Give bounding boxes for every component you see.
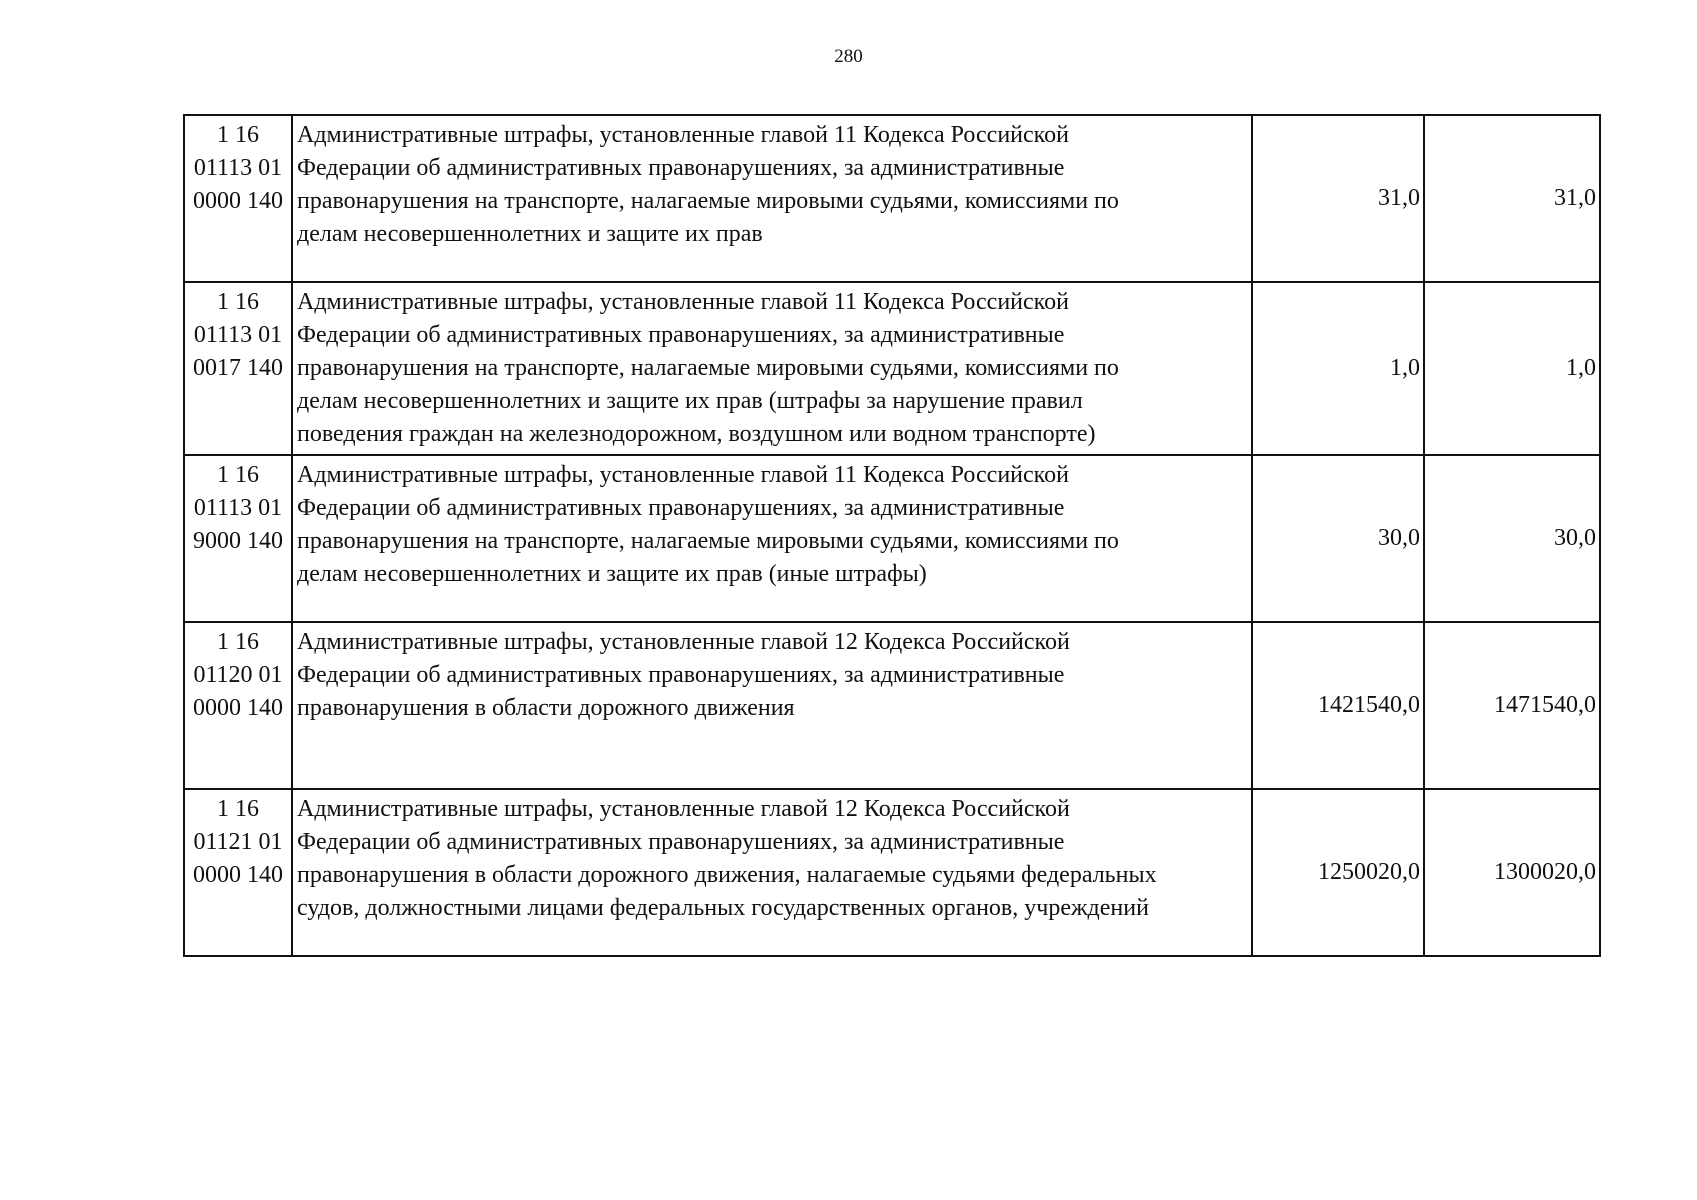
value-1-cell: 1250020,0 — [1252, 789, 1424, 956]
code-line: 1 16 — [217, 462, 259, 488]
table-container — [183, 114, 1601, 957]
code-line: 01113 01 — [193, 322, 283, 348]
value-1-cell: 1,0 — [1252, 282, 1424, 455]
description-line: Административные штрафы, установленные главой 12 Кодекса Российской — [297, 629, 1070, 655]
description-cell — [292, 622, 1252, 789]
description-line: Федерации об административных правонарушениях, за административные — [297, 322, 1065, 348]
value-1-cell: 1421540,0 — [1252, 622, 1424, 789]
description-line: Административные штрафы, установленные главой 11 Кодекса Российской — [297, 462, 1069, 488]
code-cell — [184, 455, 292, 622]
code-cell — [184, 282, 292, 455]
description-cell — [292, 115, 1252, 282]
description-line: Административные штрафы, установленные главой 11 Кодекса Российской — [297, 289, 1069, 315]
description-line: Федерации об административных правонарушениях, за административные — [297, 155, 1065, 181]
value-1-cell: 30,0 — [1252, 455, 1424, 622]
description-line: правонарушения в области дорожного движения, налагаемые судьями федеральных — [297, 862, 1157, 888]
description-cell — [292, 455, 1252, 622]
table-row — [184, 282, 1600, 455]
value-2-cell: 1471540,0 — [1424, 622, 1600, 789]
description-line: Федерации об административных правонарушениях, за административные — [297, 495, 1065, 521]
code-line: 1 16 — [217, 629, 259, 655]
code-line: 01121 01 — [193, 829, 283, 855]
code-line: 1 16 — [217, 796, 259, 822]
description-cell — [292, 789, 1252, 956]
value-2-cell: 30,0 — [1424, 455, 1600, 622]
description-line: Федерации об административных правонарушениях, за административные — [297, 662, 1065, 688]
description-line: правонарушения на транспорте, налагаемые мировыми судьями, комиссиями по — [297, 188, 1119, 214]
value-2-cell: 1300020,0 — [1424, 789, 1600, 956]
description-line: делам несовершеннолетних и защите их прав (иные штрафы) — [297, 561, 927, 587]
table-row — [184, 455, 1600, 622]
table-row — [184, 789, 1600, 956]
code-line: 1 16 — [217, 289, 259, 315]
description-line: делам несовершеннолетних и защите их прав (штрафы за нарушение правил — [297, 388, 1083, 414]
code-line: 01120 01 — [193, 662, 283, 688]
description-cell — [292, 282, 1252, 455]
description-line: правонарушения на транспорте, налагаемые мировыми судьями, комиссиями по — [297, 355, 1119, 381]
table-row — [184, 115, 1600, 282]
code-line: 1 16 — [217, 122, 259, 148]
code-line: 01113 01 — [193, 495, 283, 521]
code-line: 0000 140 — [193, 695, 283, 721]
code-line: 0000 140 — [193, 862, 283, 888]
page-number: 280 — [834, 46, 863, 67]
code-cell — [184, 622, 292, 789]
value-1-cell: 31,0 — [1252, 115, 1424, 282]
description-line: судов, должностными лицами федеральных государственных органов, учреждений — [297, 895, 1149, 921]
description-line: Административные штрафы, установленные главой 12 Кодекса Российской — [297, 796, 1070, 822]
description-line: Административные штрафы, установленные главой 11 Кодекса Российской — [297, 122, 1069, 148]
code-cell — [184, 789, 292, 956]
value-2-cell: 1,0 — [1424, 282, 1600, 455]
description-line: поведения граждан на железнодорожном, воздушном или водном транспорте) — [297, 421, 1096, 447]
code-line: 0000 140 — [193, 188, 283, 214]
table-row — [184, 622, 1600, 789]
code-line: 0017 140 — [193, 355, 283, 381]
value-2-cell: 31,0 — [1424, 115, 1600, 282]
description-line: делам несовершеннолетних и защите их прав — [297, 221, 763, 247]
code-line: 9000 140 — [193, 528, 283, 554]
description-line: правонарушения на транспорте, налагаемые мировыми судьями, комиссиями по — [297, 528, 1119, 554]
code-cell — [184, 115, 292, 282]
revenue-table — [183, 114, 1601, 957]
description-line: Федерации об административных правонарушениях, за административные — [297, 829, 1065, 855]
description-line: правонарушения в области дорожного движения — [297, 695, 795, 721]
code-line: 01113 01 — [193, 155, 283, 181]
